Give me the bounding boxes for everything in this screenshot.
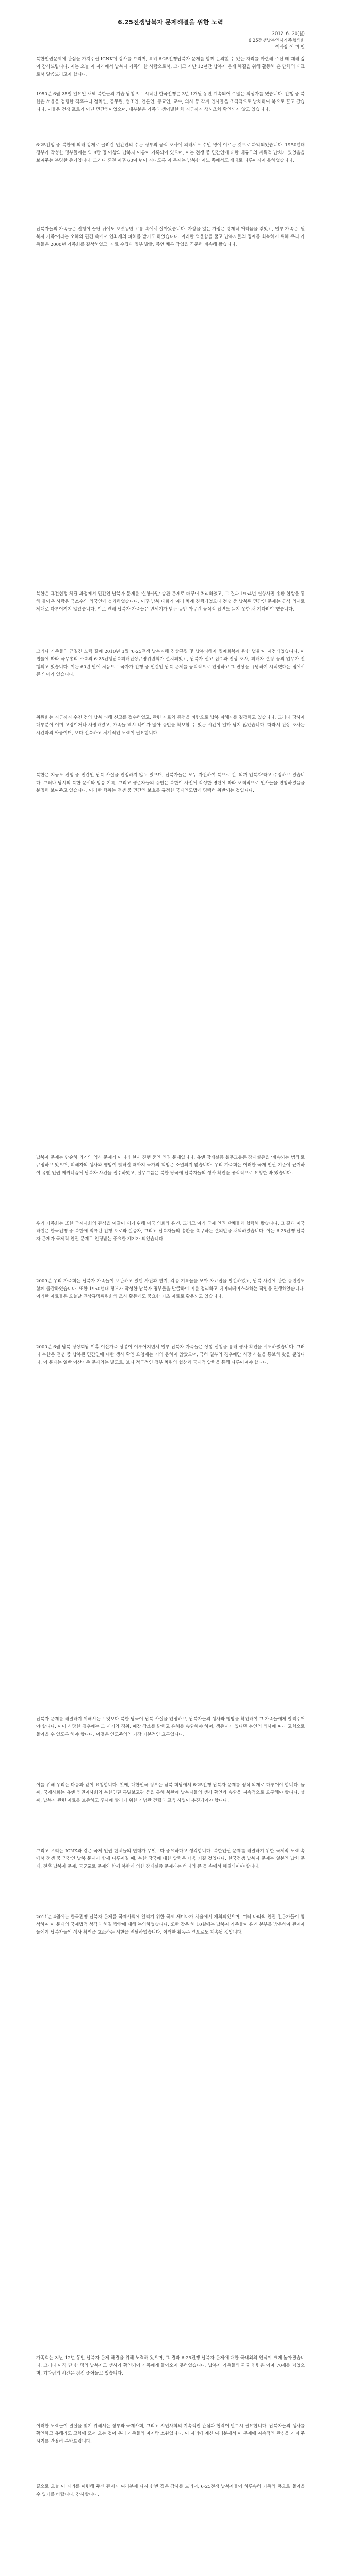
document-page-1 bbox=[0, 0, 341, 170]
document-page-5 bbox=[0, 2334, 341, 2576]
paragraph: 2000년 6월 남북 정상회담 이후 이산가족 상봉이 이루어지면서 일부 납북자 가족들은 상봉 신청을 통해 생사 확인을 시도하였습니다. 그러나 북한은 전쟁 중 납북된 민간인에 대한 생사 확인 요청에는 거의 응하지 않았으며, 극히 일부의 경우에만 사망 사실을 통보해 왔을 뿐입니다. 이 문제는 일반 이산가족 문제와는 별도로, 보다 적극적인 정부 차원의 협상과 국제적 압력을 통해 다루어져야 합니다. bbox=[36, 1345, 305, 1365]
paragraph: 가족회는 지난 12년 동안 납북자 문제 해결을 위해 노력해 왔으며, 그 결과 6·25전쟁 납북자 문제에 대한 국내외의 인식이 크게 높아졌습니다. 그러나 아직 단 한 명의 납북자도 생사가 확인되어 가족에게 돌아오지 못하였습니다. 납북자 가족들의 평균 연령은 이미 70세를 넘었으며, 기다림의 시간은 점점 줄어들고 있습니다. bbox=[36, 2355, 305, 2376]
document-meta bbox=[249, 31, 305, 51]
paragraph: 북한은 지금도 전쟁 중 민간인 납북 사실을 인정하지 않고 있으며, 납북자들은 모두 자진하여 북으로 간 '의거 입북자'라고 주장하고 있습니다. 그러나 당시의 북한 문서와 방송 기록, 그리고 생존자들의 증언은 북한이 사전에 작성한 명단에 따라 조직적으로 인사들을 연행하였음을 분명히 보여주고 있습니다. 이러한 행위는 전쟁 중 민간인 보호를 규정한 국제인도법에 명백히 위반되는 것입니다. bbox=[36, 773, 305, 793]
document-page-3 bbox=[0, 1133, 341, 1525]
paragraph: 끝으로 오늘 이 자리를 마련해 주신 관계자 여러분께 다시 한번 깊은 감사를 드리며, 6·25전쟁 납북자들이 하루속히 가족의 품으로 돌아올 수 있기를 바랍니다. 감사합니다. bbox=[36, 2484, 305, 2497]
paragraph: 북한인권문제에 관심을 가져주신 ICNK에 감사를 드리며, 특히 6·25전쟁납북자 문제를 함께 논의할 수 있는 자리를 마련해 주신 데 대해 깊이 감사드립니다. 저는 오늘 이 자리에서 납북자 가족의 한 사람으로서, 그리고 지난 12년간 납북자 문제 해결을 위해 활동해 온 단체의 대표로서 말씀드리고자 합니다. bbox=[36, 57, 305, 77]
paragraph: 납북자 문제를 해결하기 위해서는 무엇보다 북한 당국이 납북 사실을 인정하고, 납북자들의 생사와 행방을 확인하여 그 가족들에게 알려주어야 합니다. 이미 사망한 경우에는 그 시기와 경위, 매장 장소를 밝히고 유해를 송환해야 하며, 생존자가 있다면 본인의 의사에 따라 고향으로 돌아올 수 있도록 해야 합니다. 이것은 인도주의의 가장 기본적인 요구입니다. bbox=[36, 1717, 305, 1737]
paragraph: 납북자들의 가족들은 전쟁이 끝난 뒤에도 오랫동안 고통 속에서 살아왔습니다. 가장을 잃은 가정은 경제적 어려움을 겪었고, 일부 가족은 '월북자 가족'이라는 오해와 편견 속에서 연좌제의 피해를 받기도 하였습니다. 이러한 억울함을 풀고 납북자들의 명예를 회복하기 위해 우리 가족들은 2000년 가족회를 결성하였고, 자료 수집과 명부 발굴, 증언 채록 작업을 꾸준히 계속해 왔습니다. bbox=[36, 227, 305, 247]
document-title: 6.25전쟁납북자 문제해결을 위한 노력 bbox=[118, 19, 223, 26]
document-author: 이사장 이 미 일 bbox=[275, 45, 305, 50]
document-page-2 bbox=[0, 572, 341, 1051]
paragraph: 그러나 가족들의 끈질긴 노력 끝에 2010년 3월 '6·25전쟁 납북피해 진상규명 및 납북피해자 명예회복에 관한 법률'이 제정되었습니다. 이 법률에 따라 국무총리 소속의 6·25전쟁납북피해진상규명위원회가 설치되었고, 납북자 신고 접수와 진상 조사, 피해자 결정 등의 업무가 진행되고 있습니다. 이는 60년 만에 처음으로 국가가 전쟁 중 민간인 납북 문제를 공식적으로 인정하고 그 진상을 규명하기 시작했다는 점에서 큰 의미가 있습니다. bbox=[36, 649, 305, 677]
document-organization: 6·25전쟁납북인사가족협의회 bbox=[248, 38, 305, 43]
paragraph: 납북자 문제는 단순히 과거의 역사 문제가 아니라 현재 진행 중인 인권 문제입니다. 유엔 강제실종 실무그룹은 강제실종을 '계속되는 범죄'로 규정하고 있으며, 피해자의 생사와 행방이 밝혀질 때까지 국가의 책임은 소멸되지 않습니다. 우리 가족회는 이러한 국제 인권 기준에 근거하여 유엔 인권 메커니즘에 납북자 사건을 접수하였고, 실무그룹은 북한 당국에 납북자들의 생사 확인을 공식적으로 요청한 바 있습니다. bbox=[36, 1155, 305, 1176]
paragraph: 2011년 4월에는 한국전쟁 납북자 문제를 국제사회에 알리기 위한 국제 세미나가 서울에서 개최되었으며, 여러 나라의 인권 전문가들이 참석하여 이 문제의 국제법적 성격과 해결 방안에 대해 논의하였습니다. 또한 같은 해 10월에는 납북자 가족들이 유엔 본부를 방문하여 관계자들에게 납북자들의 생사 확인을 호소하는 서한을 전달하였습니다. 이러한 활동은 앞으로도 계속될 것입니다. bbox=[36, 1914, 305, 1935]
paragraph: 위원회는 지금까지 수천 건의 납북 피해 신고를 접수하였고, 관련 자료와 증언을 바탕으로 납북 피해자를 결정하고 있습니다. 그러나 당사자 대부분이 이미 고령이거나 사망하였고, 가족들 역시 나이가 많아 증언을 확보할 수 있는 시간이 얼마 남지 않았습니다. 따라서 진상 조사는 시간과의 싸움이며, 보다 신속하고 체계적인 노력이 필요합니다. bbox=[36, 715, 305, 736]
document-date: 2012. 6. 20(월) bbox=[272, 31, 305, 37]
document-page-4 bbox=[0, 1695, 341, 2087]
paragraph: 우리 가족회는 또한 국제사회의 관심을 이끌어 내기 위해 미국 의회와 유엔, 그리고 여러 국제 인권 단체들과 협력해 왔습니다. 그 결과 미국 하원은 한국전쟁 중 북한에 억류된 전쟁 포로와 실종자, 그리고 납북자들의 송환을 촉구하는 결의안을 채택하였습니다. 이는 6·25전쟁 납북자 문제가 국제적 인권 문제로 인정받는 중요한 계기가 되었습니다. bbox=[36, 1221, 305, 1242]
document-page-1-continued bbox=[0, 170, 341, 283]
paragraph: 북한은 휴전협정 체결 과정에서 민간인 납북자 문제를 '실향사민' 송환 문제로 바꾸어 처리하였고, 그 결과 1954년 실향사민 송환 협상을 통해 돌아온 사람은 극소수의 외국인에 불과하였습니다. 이후 남북 대화가 여러 차례 진행되었으나 전쟁 중 납북된 민간인 문제는 공식 의제로 제대로 다루어지지 않았습니다. 이로 인해 납북자 가족들은 반세기가 넘는 동안 아무런 공식적 답변도 듣지 못한 채 기다려야 했습니다. bbox=[36, 591, 305, 612]
paragraph: 1950년 6월 25일 일요일 새벽 북한군의 기습 남침으로 시작된 한국전쟁은 3년 1개월 동안 계속되어 수많은 희생자를 냈습니다. 전쟁 중 북한은 서울을 점령한 직후부터 정치인, 공무원, 법조인, 언론인, 종교인, 교수, 의사 등 각계 인사들을 조직적으로 납치하여 북으로 끌고 갔습니다. 이들은 전쟁 포로가 아닌 민간인이었으며, 대부분은 가족과 생이별한 채 지금까지 생사조차 확인되지 않고 있습니다. bbox=[36, 92, 305, 112]
paragraph: 6·25전쟁 중 북한에 의해 강제로 끌려간 민간인의 수는 정부의 공식 조사에 의해서도 수만 명에 이르는 것으로 파악되었습니다. 1950년대 정부가 작성한 명부들에는 약 8만 명 이상의 납북자 이름이 기록되어 있으며, 이는 전쟁 중 민간인에 대한 대규모의 계획적 납치가 있었음을 보여주는 분명한 증거입니다. 그러나 휴전 이후 60여 년이 지나도록 이 문제는 남북한 어느 쪽에서도 제대로 다루어지지 못하였습니다. bbox=[36, 143, 305, 163]
paragraph: 2009년 우리 가족회는 납북자 가족들이 보관하고 있던 사진과 편지, 각종 기록물을 모아 자료집을 발간하였고, 납북 사건에 관한 증언집도 함께 출간하였습니다. 또한 1950년대 정부가 작성한 납북자 명부들을 발굴하여 이를 정리하고 데이터베이스화하는 작업을 진행하였습니다. 이러한 자료들은 오늘날 진상규명위원회의 조사 활동에도 중요한 기초 자료로 활용되고 있습니다. bbox=[36, 1279, 305, 1299]
paragraph: 그리고 우리는 ICNK와 같은 국제 인권 단체들의 연대가 무엇보다 중요하다고 생각합니다. 북한인권 문제를 해결하기 위한 국제적 노력 속에서 전쟁 중 민간인 납북 문제가 함께 다루어질 때, 북한 당국에 대한 압력은 더욱 커질 것입니다. 한국전쟁 납북자 문제는 일본인 납치 문제, 전후 납북자 문제, 국군포로 문제와 함께 북한에 의한 강제실종 문제라는 하나의 큰 틀 속에서 해결되어야 합니다. bbox=[36, 1849, 305, 1869]
paragraph: 이를 위해 우리는 다음과 같이 요청합니다. 첫째, 대한민국 정부는 남북 회담에서 6·25전쟁 납북자 문제를 정식 의제로 다루어야 합니다. 둘째, 국제사회는 유엔 인권이사회와 북한인권 특별보고관 등을 통해 북한에 납북자들의 생사 확인과 송환을 지속적으로 요구해야 합니다. 셋째, 납북자 관련 자료를 보존하고 후세에 알리기 위한 기념관 건립과 교육 사업이 추진되어야 합니다. bbox=[36, 1783, 305, 1803]
paragraph: 이러한 노력들이 결실을 맺기 위해서는 정부와 국제사회, 그리고 시민사회의 지속적인 관심과 협력이 반드시 필요합니다. 납북자들의 생사를 확인하고 유해라도 고향에 모셔 오는 것이 우리 가족들의 마지막 소원입니다. 이 자리에 계신 여러분께서 이 문제에 지속적인 관심을 가져 주시기를 간절히 부탁드립니다. bbox=[36, 2424, 305, 2444]
